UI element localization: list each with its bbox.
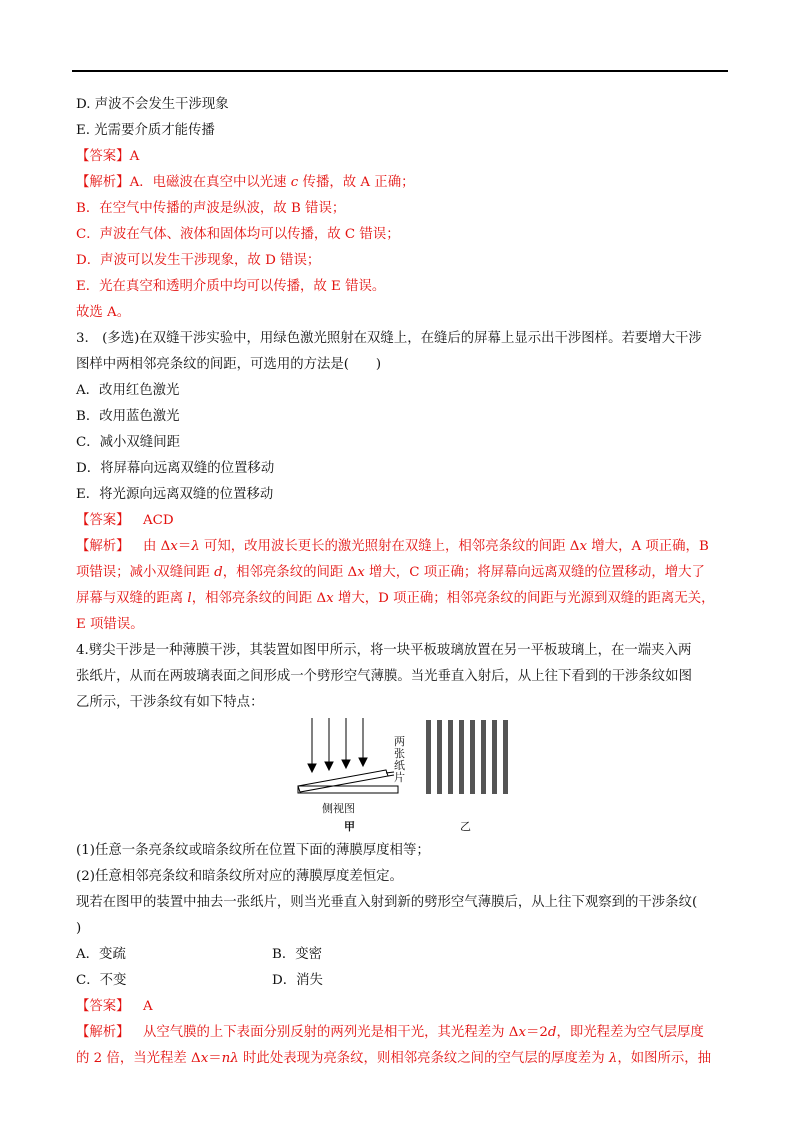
q4-option-a: A．变疏 bbox=[76, 947, 126, 962]
answer-q3 bbox=[76, 508, 730, 534]
question-4-stem-line1: 4.劈尖干涉是一种薄膜干涉，其装置如图甲所示，将一块平板玻璃放置在另一平板玻璃上，在一端夹入两 bbox=[76, 643, 692, 658]
feature-2: (2)任意相邻亮条纹和暗条纹所对应的薄膜厚度差恒定。 bbox=[76, 869, 403, 884]
analysis-text: 屏幕与双缝的距离 bbox=[76, 591, 188, 606]
var-c: c bbox=[290, 175, 299, 190]
analysis-tag: 【解析】 bbox=[76, 175, 130, 190]
analysis-q2-line5: E．光在真空和透明介质中均可以传播，故 E 错误。 bbox=[76, 279, 386, 294]
analysis-text: ，即光程差为空气层厚度 bbox=[556, 1025, 704, 1040]
analysis-text: A．电磁波在真空中以光速 bbox=[129, 175, 291, 190]
analysis-text: 传播，故 A 正确； bbox=[298, 175, 415, 190]
q3-option-c: C．减小双缝间距 bbox=[76, 435, 180, 450]
analysis-text: ，如图所示，抽 bbox=[617, 1051, 712, 1066]
q3-option-b: B．改用蓝色激光 bbox=[76, 409, 180, 424]
question-4-prompt-close: ) bbox=[76, 921, 82, 936]
document-body bbox=[76, 92, 730, 1072]
figure-a-label: 甲 bbox=[344, 820, 355, 833]
analysis-text: 时此处表现为亮条纹，则相邻亮条纹之间的空气层的厚度差为 bbox=[238, 1051, 609, 1066]
analysis-q4-line1 bbox=[76, 1020, 730, 1046]
analysis-q2-line2: B．在空气中传播的声波是纵波，故 B 错误； bbox=[76, 201, 346, 216]
analysis-q2-conclusion: 故选 A。 bbox=[76, 305, 131, 320]
question-4-stem-line3: 乙所示，干涉条纹有如下特点： bbox=[76, 695, 264, 710]
analysis-text: 的 2 倍，当光程差 Δ bbox=[76, 1051, 201, 1066]
q4-option-b: B．变密 bbox=[272, 947, 323, 962]
question-3-stem-line1: 3. (多选)在双缝干涉实验中，用绿色激光照射在双缝上，在缝后的屏幕上显示出干涉图样。若要增大干涉 bbox=[76, 331, 702, 346]
answer-tag: 【答案】 bbox=[76, 513, 130, 528]
answer-q4 bbox=[76, 994, 730, 1020]
analysis-text: ＝ bbox=[208, 1051, 222, 1066]
analysis-q3-line3 bbox=[76, 586, 730, 612]
var-lambda: λ bbox=[191, 539, 200, 554]
answer-value: A bbox=[142, 999, 153, 1014]
answer-value: A bbox=[129, 149, 140, 164]
q3-option-a: A．改用红色激光 bbox=[76, 383, 180, 398]
var-x: x bbox=[170, 539, 178, 554]
analysis-text: 从空气膜的上下表面分别反射的两列光是相干光，其光程差为 Δ bbox=[142, 1025, 519, 1040]
analysis-text: 项错误；减小双缝间距 bbox=[76, 565, 215, 580]
answer-value: ACD bbox=[142, 513, 174, 528]
var-lambda: λ bbox=[608, 1051, 618, 1066]
analysis-text: 增大，D 项正确；相邻亮条纹的间距与光源到双缝的距离无关， bbox=[333, 591, 715, 606]
analysis-text: ，相邻亮条纹的间距 Δ bbox=[222, 565, 358, 580]
feature-1: (1)任意一条亮条纹或暗条纹所在位置下面的薄膜厚度相等； bbox=[76, 843, 430, 858]
side-view-caption: 侧视图 bbox=[322, 802, 355, 815]
analysis-text: ＝ bbox=[177, 539, 192, 554]
analysis-q3-line1 bbox=[76, 534, 730, 560]
var-x: x bbox=[518, 1025, 526, 1040]
analysis-q3-line4: E 项错误。 bbox=[76, 617, 144, 632]
two-papers-label: 两张纸片 bbox=[394, 735, 405, 784]
analysis-q2-line4: D．声波可以发生干涉现象，故 D 错误； bbox=[76, 253, 321, 268]
analysis-q2-line1 bbox=[76, 170, 730, 196]
analysis-text: 可知，改用波长更长的激光照射在双缝上，相邻亮条纹的间距 Δ bbox=[199, 539, 580, 554]
answer-q2 bbox=[76, 144, 730, 170]
wedge-interference-figure bbox=[76, 718, 730, 838]
q4-options-row2 bbox=[76, 968, 730, 994]
incident-light-arrows bbox=[308, 718, 367, 772]
answer-tag: 【答案】 bbox=[76, 999, 130, 1014]
var-x: x bbox=[357, 565, 365, 580]
analysis-text: 由 Δ bbox=[142, 539, 171, 554]
answer-tag: 【答案】 bbox=[76, 149, 130, 164]
analysis-tag: 【解析】 bbox=[76, 1025, 130, 1040]
figure-b-label: 乙 bbox=[460, 820, 471, 833]
glass-plates bbox=[298, 770, 398, 793]
q4-option-c: C．不变 bbox=[76, 973, 127, 988]
var-d: d bbox=[547, 1025, 557, 1040]
q3-option-d: D．将屏幕向远离双缝的位置移动 bbox=[76, 461, 275, 476]
analysis-q3-line2 bbox=[76, 560, 730, 586]
analysis-tag: 【解析】 bbox=[76, 539, 130, 554]
question-4-prompt: 现若在图甲的装置中抽去一张纸片，则当光垂直入射到新的劈形空气薄膜后，从上往下观察到的干涉条纹( bbox=[76, 895, 698, 910]
q4-options-row1 bbox=[76, 942, 730, 968]
var-x: x bbox=[200, 1051, 209, 1066]
var-l: l bbox=[187, 591, 192, 606]
analysis-q4-line2 bbox=[76, 1046, 730, 1072]
question-4-stem-line2: 张纸片，从而在两玻璃表面之间形成一个劈形空气薄膜。当光垂直入射后，从上往下看到的干涉条纹如图 bbox=[76, 669, 692, 684]
analysis-text: 增大，A 项正确，B bbox=[587, 539, 709, 554]
var-x: x bbox=[579, 539, 588, 554]
option-d-q2: D. 声波不会发生干涉现象 bbox=[76, 97, 229, 112]
analysis-text: 增大，C 项正确；将屏幕向远离双缝的位置移动，增大了 bbox=[364, 565, 705, 580]
analysis-text: ＝2 bbox=[526, 1025, 548, 1040]
q4-option-d: D．消失 bbox=[272, 973, 323, 988]
var-d: d bbox=[214, 565, 223, 580]
q3-option-e: E．将光源向远离双缝的位置移动 bbox=[76, 487, 274, 502]
analysis-text: ，相邻亮条纹的间距 Δ bbox=[191, 591, 327, 606]
header-rule bbox=[72, 70, 728, 72]
option-e-q2: E. 光需要介质才能传播 bbox=[76, 123, 215, 138]
analysis-q2-line3: C．声波在气体、液体和固体均可以传播，故 C 错误； bbox=[76, 227, 400, 242]
interference-fringes bbox=[426, 720, 508, 794]
question-3-stem-line2: 图样中两相邻亮条纹的间距，可选用的方法是( ) bbox=[76, 357, 382, 372]
var-n-lambda: nλ bbox=[221, 1051, 239, 1066]
var-x: x bbox=[326, 591, 334, 606]
